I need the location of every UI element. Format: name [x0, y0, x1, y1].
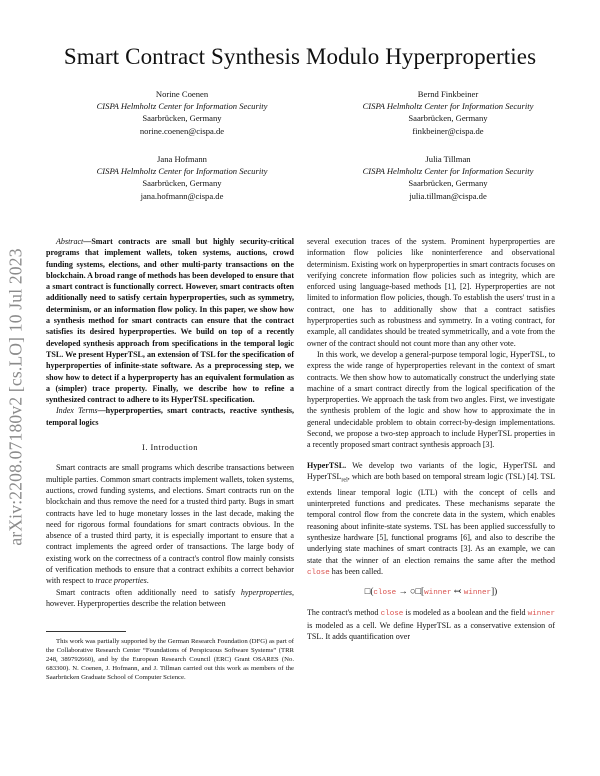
- formula-part: → ○□[: [396, 586, 425, 597]
- intro-emphasis: trace properties: [95, 576, 147, 586]
- author-name: Jana Hofmann: [157, 154, 207, 164]
- body-text: The contract's method: [307, 607, 381, 617]
- section-heading: I. Introduction: [142, 443, 198, 453]
- formula: [307, 586, 555, 599]
- code-term: close: [373, 589, 397, 598]
- intro-paragraph: [46, 587, 294, 610]
- body-text: is modeled as a cell. We define HyperTSL as a conservative extension of TSL. It adds quantification over: [307, 620, 555, 642]
- author-name: Bernd Finkbeiner: [417, 89, 479, 99]
- code-term: winner: [463, 589, 492, 598]
- author-location: Saarbrücken, Germany: [142, 113, 222, 124]
- author-block: [52, 88, 312, 137]
- formula-part: □(: [364, 586, 374, 597]
- author-affiliation: CISPA Helmholtz Center for Information Security: [362, 101, 534, 112]
- author-email: julia.tillman@cispa.de: [409, 190, 487, 201]
- hypertsl-heading: HyperTSL.: [307, 460, 347, 470]
- author-location: Saarbrücken, Germany: [408, 113, 488, 124]
- intro-text: , however. Hyperproperties describe the relation between: [46, 587, 294, 608]
- code-term: close: [307, 568, 330, 577]
- body-paragraph: In this work, we develop a general-purpose temporal logic, HyperTSL, to express the wide range of hyperproperties relevant in the context of smart contracts. We then show how to automatically construct the underlying state machine of a smart contract directly from the logical specification of the hyperproperties. We approach the task from two angles. First, we investigate the synthesis problem of the logic and show how to approximate the in general undecidable problem to obtain correct-by-design implementations. Second, we propose a two-step approach to include HyperTSL properties in a recently proposed smart contract synthesis approach [3].: [307, 349, 555, 450]
- body-text: We develop two variants of the logic, HyperTSL and HyperTSL: [307, 460, 555, 481]
- author-block: [318, 88, 578, 137]
- author-block: [318, 153, 578, 202]
- body-text: , which are both based on temporal stream logic (TSL) [4]. TSL extends linear temporal logic (LTL) with the concept of cells and uninterpreted functions and predicates. These mechanisms separate the temporal control flow from the concrete data in the system, which enables reasoning about infinite-state systems. TSL has been applied successfully to synthesize hardware [5], functional programs [6], and also to describe the underlying state machines of smart contracts [3]. As an example, we can state that the winner of an election remains the same after the method: [307, 471, 555, 565]
- paper-title: Smart Contract Synthesis Modulo Hyperproperties: [63, 44, 537, 69]
- body-text: has been called.: [329, 566, 383, 576]
- author-affiliation: CISPA Helmholtz Center for Information Security: [96, 101, 268, 112]
- code-term: winner: [527, 609, 556, 618]
- right-column: [307, 236, 555, 642]
- body-paragraph: [307, 460, 555, 580]
- author-name: Norine Coenen: [155, 89, 209, 99]
- subscript: rel: [341, 477, 348, 484]
- left-column: [46, 236, 294, 682]
- index-terms-text: —hyperproperties, smart contracts, reactive synthesis, temporal logics: [46, 406, 294, 427]
- intro-paragraph: [46, 462, 294, 586]
- author-email: finkbeiner@cispa.de: [412, 125, 484, 136]
- arxiv-id: arXiv:2208.07180v2 [cs.LO] 10 Jul 2023: [5, 248, 26, 546]
- footnote: This work was partially supported by the German Research Foundation (DFG) as part of the Collaborative Research Center “Foundations of Perspicuous Software Systems” (TRR 248, 389792660), and by the European Research Council (ERC) Grant OSARES (No. 683300). N. Coenen, J. Hofmann, and J. Tillman carried out this work as members of the Saarbrücken Graduate School of Computer Science.: [46, 638, 294, 682]
- author-affiliation: CISPA Helmholtz Center for Information Security: [362, 166, 534, 177]
- author-email: jana.hofmann@cispa.de: [140, 190, 224, 201]
- code-term: close: [380, 609, 404, 618]
- intro-text: .: [146, 576, 149, 586]
- intro-text: Smart contracts often additionally need to satisfy: [56, 587, 241, 597]
- intro-emphasis: hyperproperties: [240, 587, 292, 597]
- footnote-rule: [46, 631, 126, 632]
- author-name: Julia Tillman: [425, 154, 471, 164]
- author-affiliation: CISPA Helmholtz Center for Information Security: [96, 166, 268, 177]
- formula-part: ]): [491, 586, 498, 597]
- abstract: [46, 236, 294, 405]
- author-location: Saarbrücken, Germany: [142, 178, 222, 189]
- paragraph-gap: [307, 451, 555, 460]
- abstract-text: —Smart contracts are small but highly security-critical programs that implement wallets, token systems, auctions, crowd funding systems, elections, and other multi-party transactions on the blockchain. A broad range of methods has been developed to ensure that a smart contract is functionally correct. However, smart contracts often additionally need to satisfy certain hyperproperties, such as symmetry, determinism, or an information flow policy. In this paper, we show how a synthesis method for smart contracts can ensure that the contract satisfies its desired hyperproperties. We build on top of a recently developed synthesis approach from specifications in the temporal logic TSL. We present HyperTSL, an extension of TSL for the specification of hyperproperties of infinite-state software. As a preprocessing step, we show how to detect if a hyperproperty has an equivalent formulation as a (simpler) trace property. Finally, we describe how to refine a synthesized contract to adhere to its HyperTSL specification.: [46, 237, 294, 405]
- body-paragraph: several execution traces of the system. Prominent hyperproperties are information flow policies like noninterference and observational determinism. Existing work on hyperproperties in smart contracts focuses on verifying concrete information flow policies such as integrity, which are enforced using language-based methods [1], [2]. Hyperproperties are not limited to information flow policies, though. To establish the users' trust in a contract, one has to additionally show that a contract satisfies hyperproperties such as robustness and symmetry. In a voting contract, for example, all candidates should be treated symmetrically, and a vote from the owner of the contract should not count more than any other vote.: [307, 237, 555, 348]
- abstract-label: Abstract: [56, 237, 84, 246]
- body-paragraph: [307, 607, 555, 643]
- intro-text: Smart contracts are small programs which describe transactions between multiple parties. Common smart contracts implement wallets, token systems, auctions, crowd funding systems, and elections. Smart contracts run on the blockchain and thus remove the need for a trusted third party. Bugs in smart contracts have led to huge monetary losses in the last decade, making the need for rigorous formal foundations for smart contracts obvious. In the absence of a trusted third party, it is especially important to ensure that a contract implements the agreed order of transactions. The large body of existing work on the correctness of a contract's control flow mainly consists of verification methods to ensure that a contract exhibits a correct behavior with respect to: [46, 463, 294, 586]
- author-block: [52, 153, 312, 202]
- author-email: norine.coenen@cispa.de: [139, 125, 225, 136]
- body-text: is modeled as a boolean and the field: [403, 607, 528, 617]
- index-terms: [46, 405, 294, 428]
- formula-part: ↢: [451, 586, 464, 597]
- arxiv-stamp: [2, 222, 30, 572]
- code-term: winner: [424, 589, 452, 598]
- author-location: Saarbrücken, Germany: [408, 178, 488, 189]
- index-terms-label: Index Terms: [56, 406, 98, 416]
